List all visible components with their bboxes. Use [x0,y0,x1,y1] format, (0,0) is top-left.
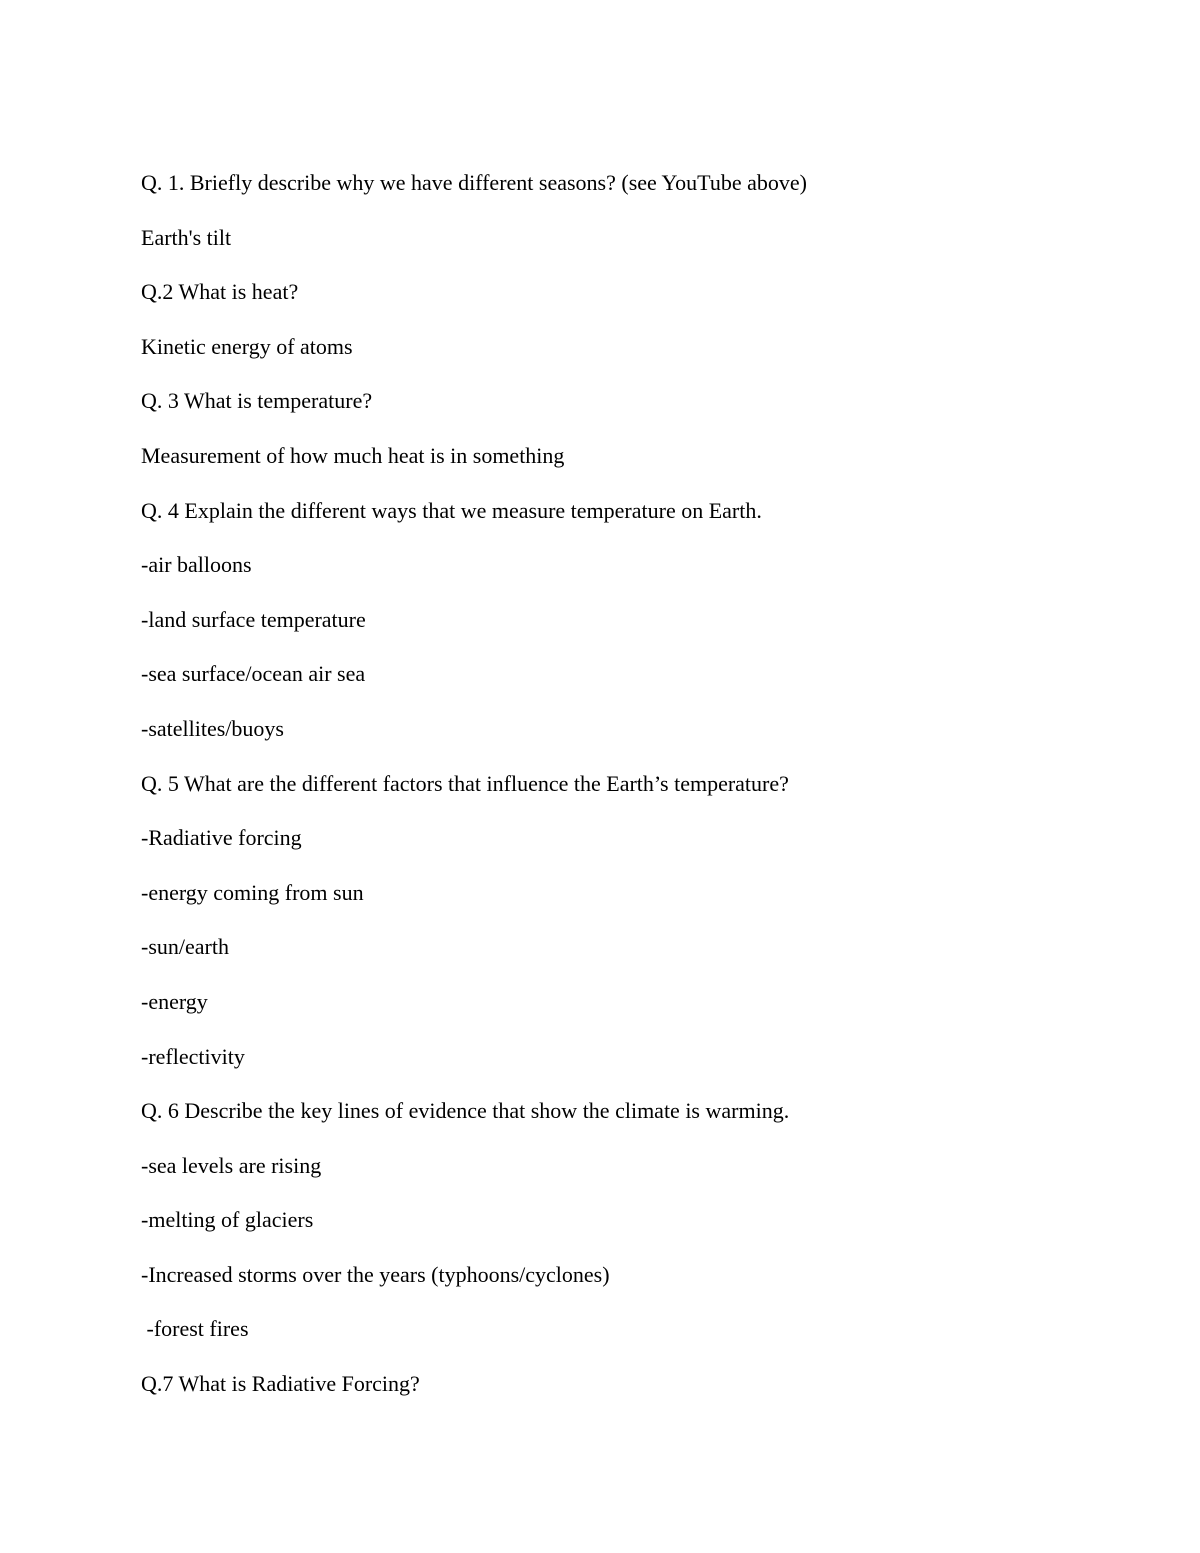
question-1: Q. 1. Briefly describe why we have different seasons? (see YouTube above) [141,170,807,195]
answer-5-item: -reflectivity [141,1043,245,1069]
answer-6-item: -sea levels are rising [141,1152,322,1178]
answer-4-item: -sea surface/ocean air sea [141,661,366,687]
answer-3: Measurement of how much heat is in something [141,442,565,468]
question-6: Q. 6 Describe the key lines of evidence that show the climate is warming. [141,1098,790,1124]
answer-4-item: -air balloons [141,552,252,578]
question-4: Q. 4 Explain the different ways that we measure temperature on Earth. [141,497,762,523]
answer-4-item: -satellites/buoys [141,715,284,741]
question-3: Q. 3 What is temperature? [141,388,373,414]
document-body [141,168,1101,1424]
answer-6-item: -melting of glaciers [141,1207,314,1233]
question-5: Q. 5 What are the different factors that influence the Earth’s temperature? [141,770,789,796]
answer-4-item: -land surface temperature [141,606,366,632]
answer-2: Kinetic energy of atoms [141,333,353,359]
answer-5-item: -energy [141,988,208,1014]
answer-5-item: -Radiative forcing [141,825,302,851]
answer-5-item: -sun/earth [141,934,229,960]
answer-5-item: -energy coming from sun [141,879,364,905]
question-7: Q.7 What is Radiative Forcing? [141,1371,420,1397]
answer-1: Earth's tilt [141,224,232,250]
question-2: Q.2 What is heat? [141,279,299,305]
answer-6-item: -Increased storms over the years (typhoons/cyclones) [141,1261,610,1287]
answer-6-item: -forest fires [141,1316,249,1342]
